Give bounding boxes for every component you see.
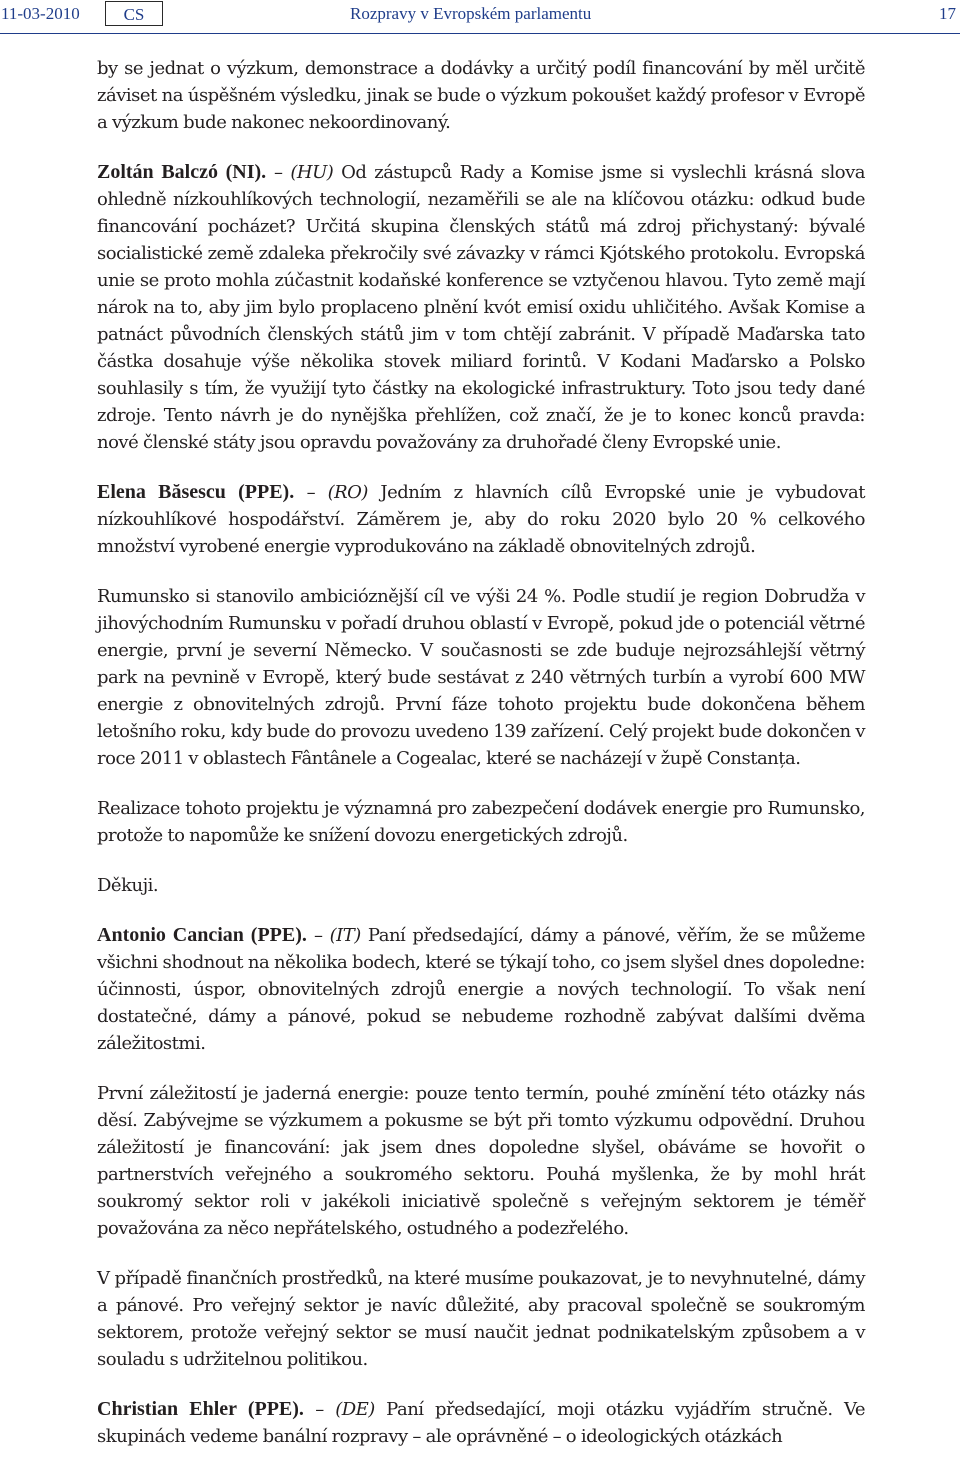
language-code: (RO) [327,482,368,503]
page-header [0,0,960,34]
paragraph-text: Paní předsedající, moji otázku vyjádřím stručně. Ve skupinách vedeme banální rozpravy – ale oprávněné – o ideologických otázkách [97,1399,865,1447]
paragraph-nuclear [97,1080,865,1242]
paragraph-text: Paní předsedající, dámy a pánové, věřím, že se můžeme všichni shodnout na několika bodech, které se týkají toho, co jsem slyšel dnes dopoledne: účinnosti, úspor, obnovitelných zdrojů energie a nových technologií. To však není dostatečné, dámy a pánové, pokud se nebudeme rozhodně zabývat dalšími dvěma záležitostmi. [97,925,866,1054]
header-date: 11-03-2010 [1,4,80,23]
speaker-dash: – [294,482,328,503]
speech-cancian [97,922,865,1057]
header-rule [0,33,960,34]
paragraph-romania-target [97,583,865,772]
language-code: (IT) [329,925,361,946]
speaker-dash: – [266,162,291,183]
speech-basescu [97,479,865,560]
page-number: 17 [939,4,956,23]
paragraph-continuation [97,55,865,136]
language-badge: CS [105,1,163,26]
speaker-name: Elena Băsescu (PPE). [97,481,295,503]
paragraph-text: Jedním z hlavních cílů Evropské unie je vybudovat nízkouhlíkové hospodářství. Záměrem je, aby do roku 2020 bylo 20 % celkového množství vyrobené energie vyprodukováno na základě obnovitelných zdrojů. [97,482,865,557]
paragraph-text: Realizace tohoto projektu je významná pro zabezpečení dodávek energie pro Rumunsko, protože to napomůže ke snížení dovozu energetických zdrojů. [97,798,865,846]
speaker-name: Antonio Cancian (PPE). [97,924,307,946]
paragraph-text: V případě finančních prostředků, na které musíme poukazovat, je to nevyhnutelné, dámy a pánové. Pro veřejný sektor je navíc důležité, aby pracoval společně se soukromým sektorem, protože veřejný sektor se musí naučit jednat podnikatelským způsobem a v souladu s udržitelnou politikou. [97,1268,865,1370]
paragraph-text: Rumunsko si stanovilo ambicióznější cíl ve výši 24 %. Podle studií je region Dobrudža v jihovýchodním Rumunsku v pořadí druhou oblastí v Evropě, pokud jde o potenciál větrné energie, první je severní Německo. V současnosti se zde buduje nejrozsáhlejší větrný park na pevnině v Evropě, který bude sestávat z 240 větrných turbín a vyrobí 600 MW energie z obnovitelných zdrojů. První fáze tohoto projektu bude dokončena během letošního roku, kdy bude do provozu uvedeno 139 zařízení. Celý projekt bude dokončen v roce 2011 v oblastech Fântânele a Cogealac, které se nacházejí v župě Constanța. [97,586,865,769]
language-code: (HU) [290,162,334,183]
paragraph-thanks [97,872,865,899]
paragraph-text: by se jednat o výzkum, demonstrace a dodávky a určitý podíl financování by měl určitě záviset na úspěšném výsledku, jinak se bude o výzkum pokoušet každý profesor v Evropě a výzkum bude nakonec nekoordinovaný. [97,58,865,133]
paragraph-project-importance [97,795,865,849]
paragraph-text: Od zástupců Rady a Komise jsme si vyslechli krásná slova ohledně nízkouhlíkových technologií, nezaměřili se ale na klíčovou otázku: odkud bude financování pocházet? Určitá skupina členských států má zdroj přichystaný: bývalé socialistické země zdaleka překročily své závazky v rámci Kjótského protokolu. Evropská unie se proto mohla zúčastnit kodaňské konference se vztyčenou hlavou. Tyto země mají nárok na to, aby jim bylo proplaceno plnění kvót emisí oxidu uhličitého. Avšak Komise a patnáct původních členských států jim v tom chtějí zabránit. V případě Maďarska tato částka dosahuje výše několika stovek miliard forintů. V Kodani Maďarsko a Polsko souhlasily s tím, že využijí tyto částky na ekologické infrastruktury. Toto jsou tedy dané zdroje. Tento návrh je do nynějška přehlížen, což značí, že je to konec konců pravda: nové členské státy jsou opravdu považovány za druhořadé členy Evropské unie. [97,162,865,453]
paragraph-financing [97,1265,865,1373]
speaker-dash: – [303,1399,336,1420]
speaker-dash: – [306,925,330,946]
speaker-name: Christian Ehler (PPE). [97,1398,304,1420]
speech-balczo [97,159,865,456]
language-code: (DE) [335,1399,375,1420]
speech-ehler [97,1396,865,1450]
paragraph-text: Děkuji. [97,875,159,896]
publication-title: Rozpravy v Evropském parlamentu [350,4,592,23]
speaker-name: Zoltán Balczó (NI). [97,161,267,183]
paragraph-text: První záležitostí je jaderná energie: pouze tento termín, pouhé zmínění této otázky nás děsí. Zabývejme se výzkumem a pokusme se být při tomto výzkumu odpovědní. Druhou záležitostí je financování: jak jsem dnes dopoledne slyšel, obáváme se hovořit o partnerstvích veřejného a soukromého sektoru. Pouhá myšlenka, že by mohl hrát soukromý sektor roli v jakékoli iniciativě společně s veřejným sektorem je téměř považována za něco nepřátelského, ostudného a podezřelého. [97,1083,865,1239]
document-body [97,55,865,1473]
